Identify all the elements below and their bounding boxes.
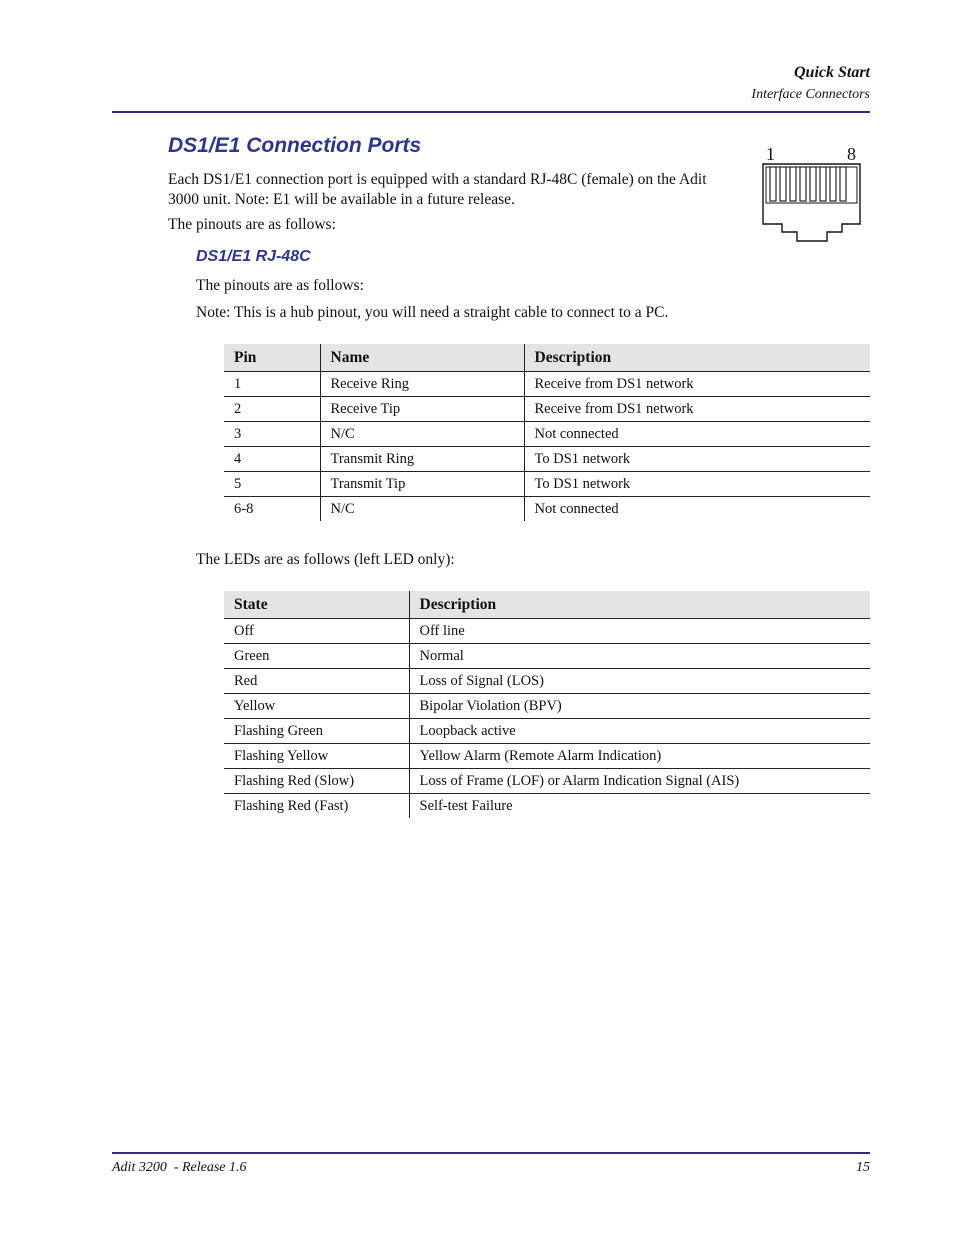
table-row xyxy=(224,719,870,744)
name-column-header: Name xyxy=(320,344,524,372)
state-cell: Green xyxy=(224,644,409,669)
name-cell: Transmit Ring xyxy=(320,447,524,472)
rj48-connector-diagram xyxy=(760,142,870,246)
description-column-header: Description xyxy=(409,591,870,619)
header-title: Quick Start xyxy=(793,64,870,81)
state-column-header: State xyxy=(224,591,409,619)
state-cell: Flashing Red (Fast) xyxy=(234,797,349,814)
table-row xyxy=(224,744,870,769)
description-cell: Receive from DS1 network xyxy=(524,372,870,397)
led-intro: The LEDs are as follows (left LED only): xyxy=(196,551,455,568)
pin-cell: 2 xyxy=(224,397,320,422)
description-column-header: Description xyxy=(524,344,870,372)
pin-cell: 5 xyxy=(224,472,320,497)
connector-pins xyxy=(770,167,846,201)
hub-pinout-note: Note: This is a hub pinout, you will need a straight cable to connect to a PC. xyxy=(196,304,669,321)
state-cell: Flashing Yellow xyxy=(224,744,409,769)
pin-cell: 6-8 xyxy=(234,500,254,517)
pin-cell: 3 xyxy=(224,422,320,447)
description-cell: Off line xyxy=(409,619,870,644)
name-cell: Transmit Tip xyxy=(320,472,524,497)
description-cell: Loopback active xyxy=(409,719,870,744)
connector-pin-last-label: 8 xyxy=(847,144,856,164)
table-row xyxy=(224,694,870,719)
name-cell: N/C xyxy=(320,422,524,447)
connector-pin-first-label: 1 xyxy=(766,144,775,164)
intro-paragraph: Each DS1/E1 connection port is equipped with a standard RJ-48C (female) on the Adit 3000 unit. Note: E1 will be available in a future release. xyxy=(168,171,707,208)
footer-release: Adit 3200 - Release 1.6 xyxy=(112,1160,247,1175)
led-table-header-row xyxy=(224,591,870,619)
table-row xyxy=(224,447,870,472)
table-row xyxy=(224,497,870,522)
name-cell: Receive Tip xyxy=(320,397,524,422)
name-cell: N/C xyxy=(320,497,524,522)
pin-cell: 1 xyxy=(224,372,320,397)
table-row xyxy=(224,669,870,694)
page-number: 15 xyxy=(856,1160,870,1175)
table-row xyxy=(224,794,870,819)
description-cell: Yellow Alarm (Remote Alarm Indication) xyxy=(409,744,870,769)
description-cell: Not connected xyxy=(524,422,870,447)
led-table xyxy=(224,591,870,818)
state-cell: Flashing Red (Slow) xyxy=(224,769,409,794)
description-cell: Bipolar Violation (BPV) xyxy=(409,694,870,719)
description-cell: Receive from DS1 network xyxy=(524,397,870,422)
table-row xyxy=(224,397,870,422)
pin-table-header-row xyxy=(224,344,870,372)
subsection-title: DS1/E1 RJ-48C xyxy=(196,248,311,265)
pin-column-header: Pin xyxy=(224,344,320,372)
description-cell: Loss of Signal (LOS) xyxy=(409,669,870,694)
section-title: DS1/E1 Connection Ports xyxy=(168,134,422,157)
state-cell: Off xyxy=(224,619,409,644)
state-cell: Flashing Green xyxy=(224,719,409,744)
description-cell: To DS1 network xyxy=(524,447,870,472)
description-cell: Not connected xyxy=(524,497,870,522)
table-row xyxy=(224,472,870,497)
pin-cell: 4 xyxy=(224,447,320,472)
table-row xyxy=(224,422,870,447)
state-cell: Yellow xyxy=(224,694,409,719)
header-rule xyxy=(112,111,870,113)
footer-rule xyxy=(112,1152,870,1154)
description-cell: Loss of Frame (LOF) or Alarm Indication Signal (AIS) xyxy=(409,769,870,794)
subsection-pinouts-text: The pinouts are as follows: xyxy=(196,277,364,294)
table-row xyxy=(224,372,870,397)
description-cell: Normal xyxy=(409,644,870,669)
header-subtitle: Interface Connectors xyxy=(751,87,870,102)
description-cell: Self-test Failure xyxy=(409,794,870,819)
pinouts-intro: The pinouts are as follows: xyxy=(168,216,336,233)
table-row xyxy=(224,769,870,794)
name-cell: Receive Ring xyxy=(320,372,524,397)
table-row xyxy=(224,619,870,644)
table-row xyxy=(224,644,870,669)
state-cell: Red xyxy=(224,669,409,694)
pin-table xyxy=(224,344,870,521)
description-cell: To DS1 network xyxy=(524,472,870,497)
